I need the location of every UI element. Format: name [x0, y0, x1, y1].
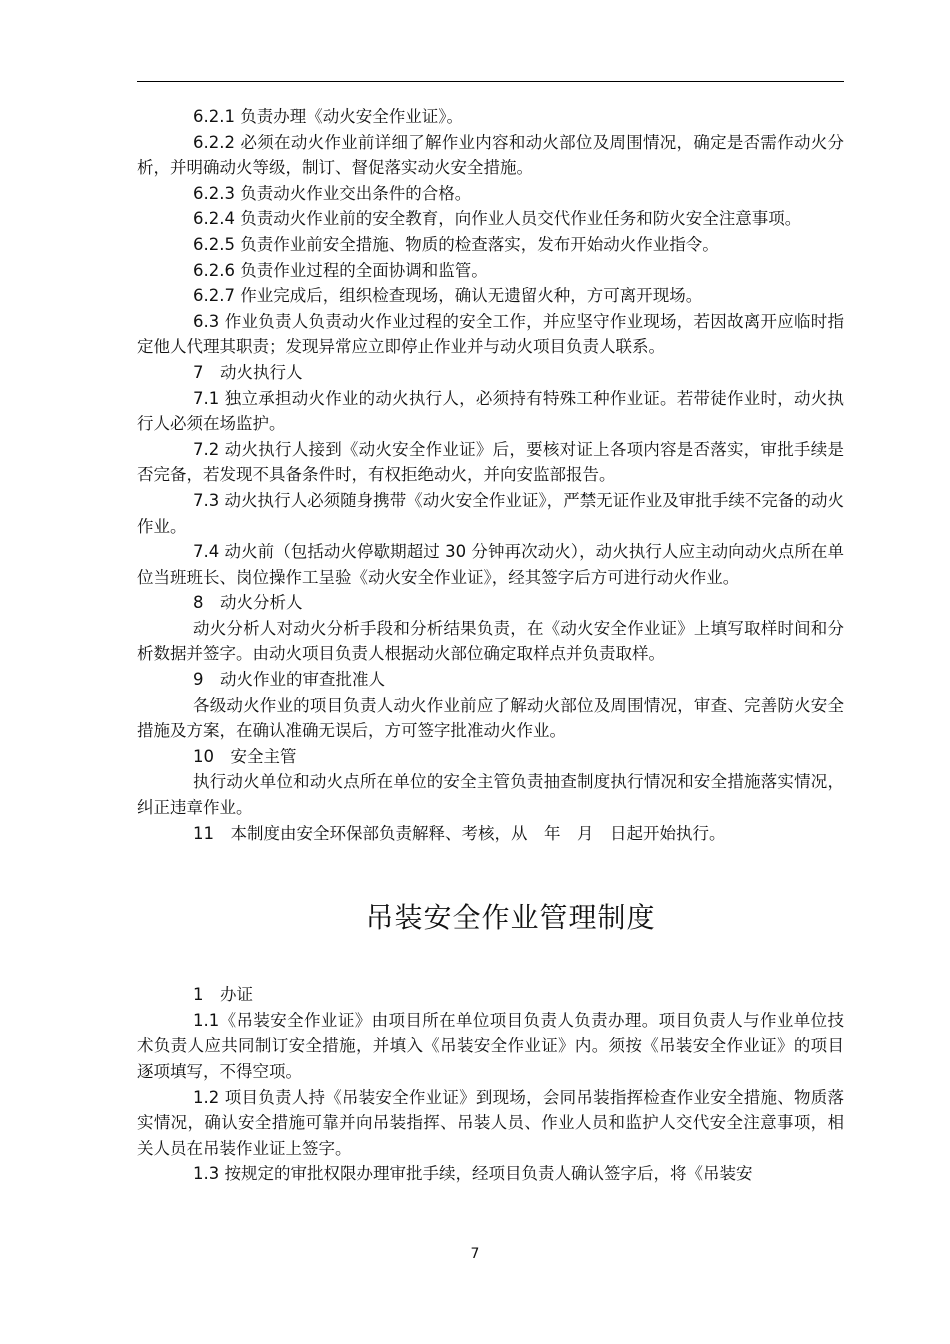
page-number: 7 — [470, 1246, 480, 1262]
paragraph: 6.2.5 负责作业前安全措施、物质的检查落实，发布开始动火作业指令。 — [193, 234, 719, 254]
paragraph: 7.3 动火执行人必须随身携带《动火安全作业证》，严禁无证作业及审批手续不完备的动火作业。 — [137, 490, 844, 536]
section-heading: 1 办证 — [193, 985, 253, 1005]
paragraph: 6.2.7 作业完成后，组织检查现场，确认无遗留火种，方可离开现场。 — [193, 286, 703, 306]
paragraph: 6.2.6 负责作业过程的全面协调和监管。 — [193, 260, 488, 280]
section-heading: 7 动火执行人 — [193, 362, 303, 382]
paragraph: 动火分析人对动火分析手段和分析结果负责，在《动火安全作业证》上填写取样时间和分析数据并签字。由动火项目负责人根据动火部位确定取样点并负责取样。 — [137, 618, 844, 664]
paragraph: 6.2.4 负责动火作业前的安全教育，向作业人员交代作业任务和防火安全注意事项。 — [193, 209, 802, 229]
paragraph: 6.3 作业负责人负责动火作业过程的安全工作，并应坚守作业现场，若因故离开应临时指定他人代理其职责；发现异常应立即停止作业并与动火项目负责人联系。 — [137, 311, 844, 357]
document-body — [137, 104, 844, 1187]
paragraph: 各级动火作业的项目负责人动火作业前应了解动火部位及周围情况，审查、完善防火安全措施及方案，在确认准确无误后，方可签字批准动火作业。 — [137, 695, 844, 741]
paragraph: 6.2.3 负责动火作业交出条件的合格。 — [193, 183, 472, 203]
document-title: 吊装安全作业管理制度 — [365, 901, 656, 935]
paragraph: 1.3 按规定的审批权限办理审批手续，经项目负责人确认签字后，将《吊装安 — [193, 1164, 753, 1184]
header-rule — [137, 81, 844, 82]
section-heading: 9 动火作业的审查批准人 — [193, 670, 385, 690]
paragraph: 执行动火单位和动火点所在单位的安全主管负责抽查制度执行情况和安全措施落实情况，纠正违章作业。 — [137, 772, 844, 818]
paragraph: 11 本制度由安全环保部负责解释、考核，从 年 月 日起开始执行。 — [193, 823, 726, 843]
paragraph: 7.2 动火执行人接到《动火安全作业证》后，要核对证上各项内容是否落实，审批手续是否完备，若发现不具备条件时，有权拒绝动火，并向安监部报告。 — [137, 439, 844, 485]
paragraph: 6.2.1 负责办理《动火安全作业证》。 — [193, 107, 463, 126]
paragraph: 1.1《吊装安全作业证》由项目所在单位项目负责人负责办理。项目负责人与作业单位技术负责人应共同制订安全措施，并填入《吊装安全作业证》内。须按《吊装安全作业证》的项目逐项填写，不得空项。 — [137, 1010, 844, 1081]
paragraph: 1.2 项目负责人持《吊装安全作业证》到现场，会同吊装指挥检查作业安全措施、物质落实情况，确认安全措施可靠并向吊装指挥、吊装人员、作业人员和监护人交代安全注意事项，相关人员在吊装作业证上签字。 — [137, 1087, 844, 1158]
paragraph: 7.4 动火前（包括动火停歇期超过 30 分钟再次动火），动火执行人应主动向动火点所在单位当班班长、岗位操作工呈验《动火安全作业证》，经其签字后方可进行动火作业。 — [137, 542, 844, 587]
section-heading: 8 动火分析人 — [193, 593, 303, 613]
paragraph: 7.1 独立承担动火作业的动火执行人，必须持有特殊工种作业证。若带徒作业时，动火执行人必须在场监护。 — [137, 388, 844, 434]
paragraph: 6.2.2 必须在动火作业前详细了解作业内容和动火部位及周围情况，确定是否需作动火分析，并明确动火等级，制订、督促落实动火安全措施。 — [137, 132, 844, 178]
section-heading: 10 安全主管 — [193, 746, 297, 766]
